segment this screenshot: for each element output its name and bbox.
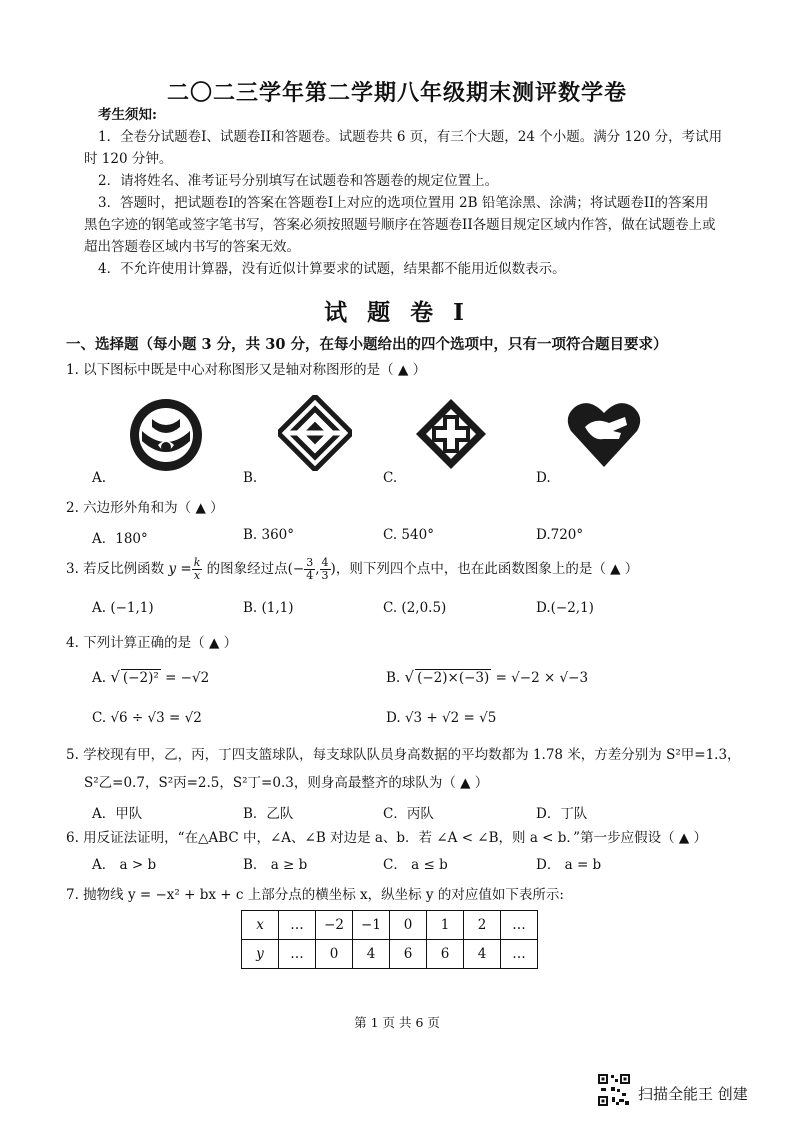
table-cell: −1: [353, 911, 390, 940]
q3-fraction-k-x: [192, 557, 203, 582]
notice-line: 黑色字迹的钢笔或签字笔书写，答案必须按照题号顺序在答题卷II各题目规定区域内作答，做在试题卷上或: [84, 217, 716, 233]
icon-option-c: [414, 397, 488, 471]
question-1-stem: 1. 以下图标中既是中心对称图形又是轴对称图形的是（ ▲ ）: [66, 362, 427, 378]
q3-frac-num: k: [193, 556, 201, 569]
icon-option-a: [128, 397, 204, 473]
question-3-stem: [66, 557, 638, 582]
table-cell: …: [279, 911, 316, 940]
table-row: [242, 911, 538, 940]
q3-point-y: [320, 557, 331, 582]
icon-option-d: [565, 397, 643, 471]
q4-option-b: [386, 668, 588, 686]
q4-label-a: A.: [92, 670, 107, 686]
question-6-stem: 6. 用反证法证明，“在△ABC 中，∠A、∠B 对边是 a、b．若 ∠A < ∠B，则 a < b．”第一步应假设（ ▲ ）: [66, 830, 708, 846]
q3-option-c: C. (2,0.5): [383, 600, 447, 616]
q3-post: )，则下列四个点中，也在此函数图象上的是（ ▲ ）: [330, 561, 639, 577]
q2-option-d: D.720°: [536, 527, 584, 543]
notice-heading: 考生须知:: [98, 107, 157, 123]
q5-option-a: A．甲队: [92, 806, 143, 822]
notice-line: 1．全卷分试题卷I、试题卷II和答题卷。试题卷共 6 页，有三个大题，24 个小题。满分 120 分，考试用: [98, 129, 723, 145]
q1-label-a: A.: [92, 470, 107, 486]
q4-label-c: C.: [92, 710, 107, 726]
q4-a-radicand: (−2)²: [122, 670, 159, 686]
q3-option-a: A. (−1,1): [92, 600, 154, 616]
q6-option-c: C． a ≤ b: [383, 857, 448, 873]
page-footer: 第 1 页 共 6 页: [354, 1015, 440, 1030]
q3-func-lhs: y =: [168, 561, 192, 577]
q4-label-b: B.: [386, 670, 401, 686]
table-cell: 6: [390, 940, 427, 969]
question-4-stem: 4. 下列计算正确的是（ ▲ ）: [66, 635, 238, 651]
question-7-stem: 7. 抛物线 y = −x² + bx + c 上部分点的横坐标 x，纵坐标 y 的对应值如下表所示:: [66, 887, 564, 903]
q4-b-radicand: (−2)×(−3): [417, 670, 490, 686]
q4-label-d: D.: [386, 710, 401, 726]
table-cell: 4: [464, 940, 501, 969]
table-cell: 4: [353, 940, 390, 969]
table-cell: 1: [427, 911, 464, 940]
section-heading: 一、选择题（每小题 3 分，共 30 分，在每小题给出的四个选项中，只有一项符合题目要求）: [66, 336, 668, 353]
sqrt-icon: √: [110, 668, 120, 686]
q3-frac-den: x: [193, 569, 201, 582]
q4-option-a: [92, 668, 209, 686]
q2-option-a: A．180°: [92, 531, 148, 547]
qr-code-icon: [597, 1073, 631, 1107]
q4-option-c: [92, 710, 202, 726]
q5-option-c: C．丙队: [383, 806, 434, 822]
q4-b-result: = √−2 × √−3: [495, 670, 589, 686]
question-5-line1: 5. 学校现有甲，乙，丙，丁四支篮球队，每支球队队员身高数据的平均数都为 1.78 米，方差分别为 S²甲=1.3，: [66, 747, 741, 763]
q6-option-b: B． a ≥ b: [243, 857, 308, 873]
notice-line: 时 120 分钟。: [84, 151, 173, 167]
q3-px-den: 4: [306, 569, 314, 582]
table-cell: …: [501, 940, 538, 969]
table-cell: 0: [390, 911, 427, 940]
table-cell: …: [501, 911, 538, 940]
q2-option-c: C. 540°: [383, 527, 434, 543]
q4-d-expr: √3 + √2 = √5: [404, 710, 497, 726]
q3-py-num: 4: [321, 556, 329, 569]
table-row: [242, 940, 538, 969]
q1-label-b: B.: [243, 470, 258, 486]
icon-option-b: [278, 395, 352, 471]
q4-option-d: [386, 710, 496, 726]
q1-label-c: C.: [383, 470, 398, 486]
table-cell: 0: [316, 940, 353, 969]
q3-pre: 3. 若反比例函数: [66, 561, 169, 577]
notice-line: 3．答题时，把试题卷I的答案在答题卷I上对应的选项位置用 2B 铅笔涂黑、涂满；将试题卷II的答案用: [98, 195, 709, 211]
q2-option-b: B. 360°: [243, 527, 295, 543]
q5-option-b: B．乙队: [243, 806, 294, 822]
table-cell: x: [242, 911, 279, 940]
q1-label-d: D.: [536, 470, 551, 486]
exam-title: 二〇二三学年第二学期八年级期末测评数学卷: [166, 80, 627, 106]
q6-option-a: A． a > b: [92, 857, 157, 873]
q3-option-b: B. (1,1): [243, 600, 294, 616]
q4-c-expr: √6 ÷ √3 = √2: [110, 710, 202, 726]
table-cell: 2: [464, 911, 501, 940]
value-table: [241, 910, 538, 969]
q3-px-num: 3: [306, 556, 314, 569]
q3-point-x: [304, 557, 315, 582]
table-cell: …: [279, 940, 316, 969]
q6-option-d: D． a = b: [536, 857, 602, 873]
sqrt-icon: √: [404, 668, 415, 686]
q3-py-den: 3: [321, 569, 329, 582]
question-5-line2: S²乙=0.7，S²丙=2.5，S²丁=0.3，则身高最整齐的球队为（ ▲ ）: [84, 775, 489, 791]
notice-line: 超出答题卷区域内书写的答案无效。: [84, 239, 300, 255]
q3-mid: 的图象经过点(−: [202, 561, 305, 577]
notice-line: 4．不允许使用计算器，没有近似计算要求的试题，结果都不能用近似数表示。: [98, 261, 566, 277]
q3-comma: ,: [315, 561, 320, 577]
question-2-stem: 2. 六边形外角和为（ ▲ ）: [66, 500, 224, 516]
scanner-brand: 扫描全能王 创建: [638, 1085, 748, 1103]
section-title: 试 题 卷 I: [324, 299, 470, 326]
notice-line: 2．请将姓名、准考证号分别填写在试题卷和答题卷的规定位置上。: [98, 173, 499, 189]
table-cell: 6: [427, 940, 464, 969]
q3-option-d: D.(−2,1): [536, 600, 594, 616]
q4-a-result: = −√2: [165, 670, 210, 686]
table-cell: −2: [316, 911, 353, 940]
q5-option-d: D．丁队: [536, 806, 588, 822]
table-cell: y: [242, 940, 279, 969]
